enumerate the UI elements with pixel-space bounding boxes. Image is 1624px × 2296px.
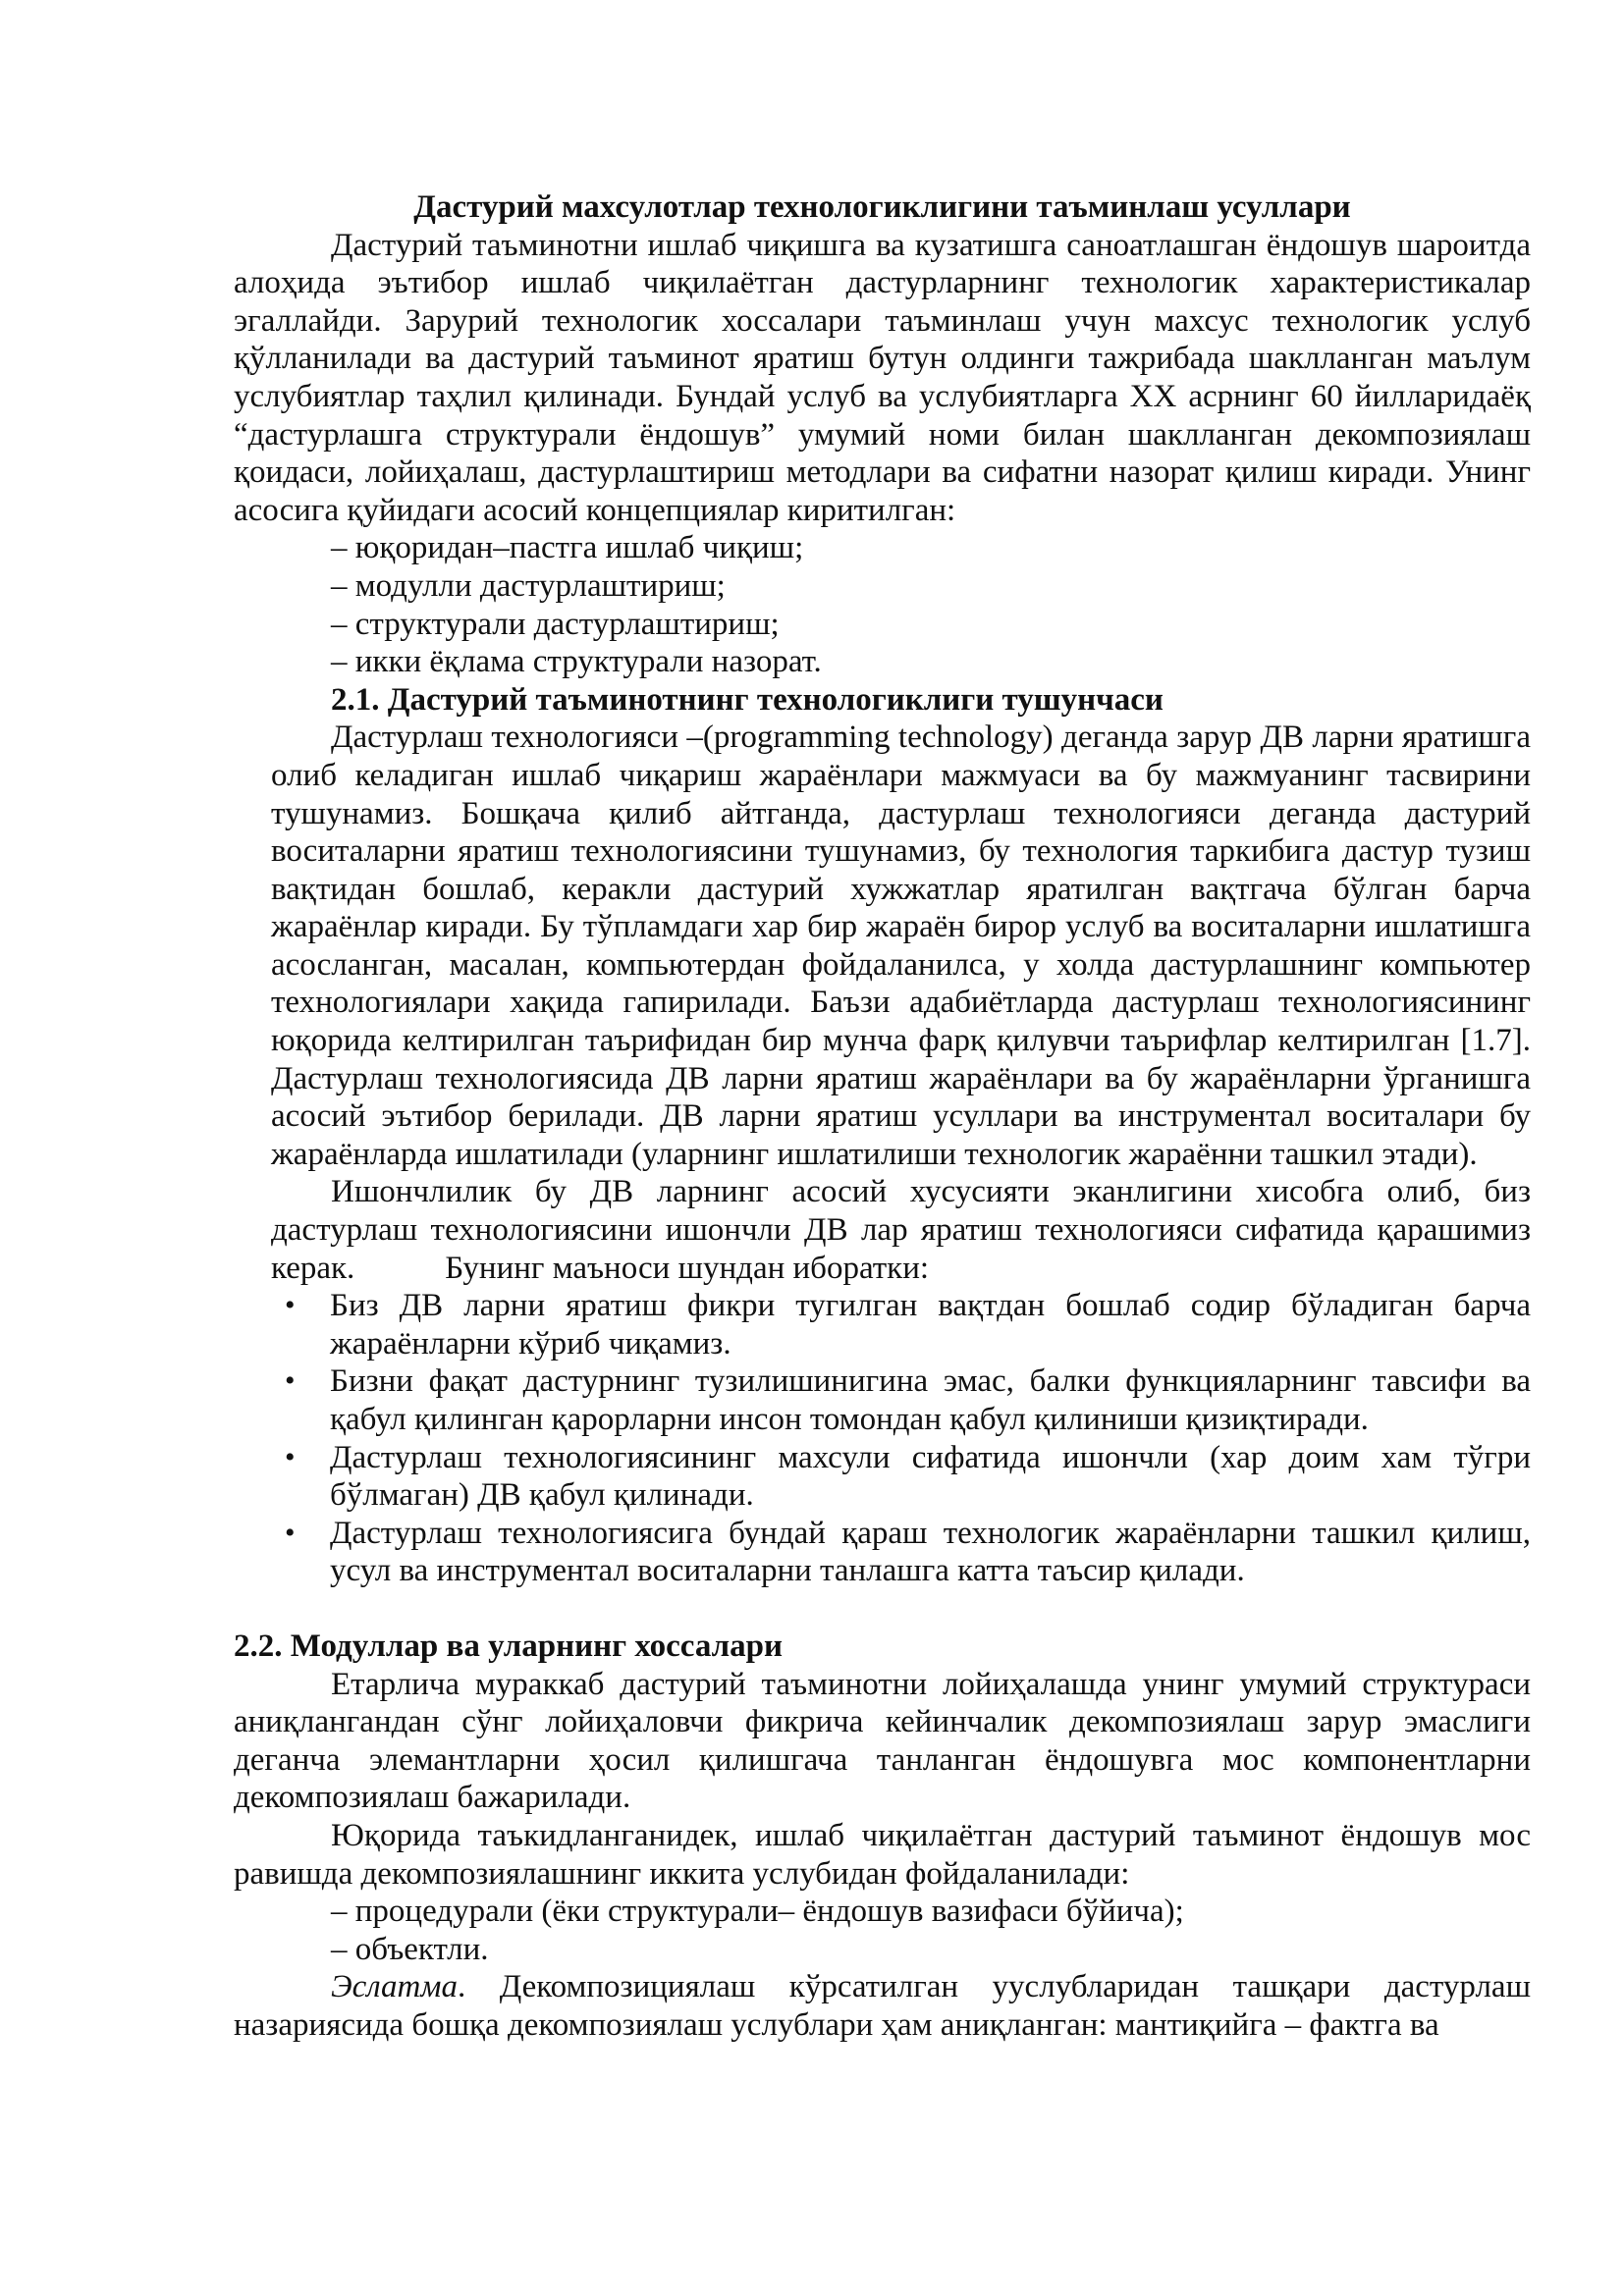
intro-paragraph: Дастурий таъминотни ишлаб чиқишга ва кузатишга саноатлашган ёндошув шароитда алоҳида эътибор ишлаб чиқилаётган дастурларнинг технологик характеристикалар эгаллайди. Зарурий технологик хоссалари таъминлаш учун махсус технологик услуб қўлланилади ва дастурий таъминот яратиш бутун олдинги тажрибада шаклланган маълум услубиятлар таҳлил қилинади. Бундай услуб ва услубиятларга ХХ асрнинг 60 йилларидаёқ “дастурлашга структурали ёндошув” умумий номи билан шаклланган декомпозиялаш қоидаси, лойиҳалаш, дастурлаштириш методлари ва сифатни назорат қилиш киради. Унинг асосига қуйидаги асосий концепциялар киритилган: (234, 227, 1531, 528)
meaning-text: Бунинг маъноси шундан иборатки: (445, 1250, 930, 1286)
note-text: . Декомпозициялаш кўрсатилган ууслубларидан ташқари дастурлаш назариясида бошқа декомпозиялаш услублари ҳам аниқланган: мантиқийга – фактга ва (234, 1969, 1531, 2043)
bullet-text: Биз ДВ ларни яратиш фикри тугилган вақтдан бошлаб содир бўладиган барча жараёнларни кўриб чиқамиз. (330, 1288, 1531, 1362)
bullet-icon: • (285, 1440, 296, 1473)
note-label: Эслатма (331, 1969, 458, 2005)
reliability-text: Ишончлилик бу ДВ ларнинг асосий хусусияти эканлигини хисобга олиб, биз дастурлаш технологиясини ишончли ДВ лар яратиш технологияси сифатида қарашимиз керак. (271, 1174, 1531, 1286)
bullet-item (234, 1362, 1531, 1438)
reliability-paragraph (271, 1173, 1531, 1287)
decomposition-paragraph: Юқорида таъкидланганидек, ишлаб чиқилаётган дастурий таъминот ёндошув мос равишда декомпозиялашнинг иккита услубидан фойдаланилади: (234, 1817, 1531, 1892)
bullet-text: Дастурлаш технологиясига бундай қараш технологик жараёнларни ташкил қилиш, усул ва инструментал воситаларни танлашга катта таъсир қилади. (330, 1515, 1531, 1589)
concept-item: – юқоридан–пастга ишлаб чиқиш; (331, 530, 804, 566)
section-2-2-paragraph: Етарлича мураккаб дастурий таъминотни лойиҳалашда унинг умумий структураси аниқлангандан сўнг лойиҳаловчи фикрича кейинчалик декомпозиялаш зарур эмаслиги деганча элемантларни ҳосил қилишгача танланган ёндошувга мос компонентларни декомпозиялаш бажарилади. (234, 1666, 1531, 1816)
bullet-item (234, 1515, 1531, 1590)
section-2-1-body (271, 719, 1531, 1287)
bullet-text: Бизни фақат дастурнинг тузилишинигина эмас, балки функцияларнинг тавсифи ва қабул қилинган қарорларни инсон томондан қабул қилиниши қизиқтиради. (330, 1363, 1531, 1437)
document-page (234, 188, 1531, 2045)
note-paragraph (234, 1968, 1531, 2044)
bullet-list (234, 1287, 1531, 1590)
concepts-list (234, 529, 1531, 680)
bullet-icon: • (285, 1289, 296, 1322)
method-item: – процедурали (ёки структурали– ёндошув вазифаси бўйича); (331, 1894, 1184, 1930)
section-2-1-paragraph: Дастурлаш технологияси –(programming technology) деганда зарур ДВ ларни яратишга олиб келадиган ишлаб чиқариш жараёнлари мажмуаси ва бу мажмуанинг тасвирини тушунамиз. Бошқача қилиб айтганда, дастурлаш технологияси деганда дастурий воситаларни яратиш технологиясини тушунамиз, бу технология таркибига дастур тузиш вақтидан бошлаб, керакли дастурий хужжатлар яратилган вақтгача бўлган барча жараёнлар киради. Бу тўпламдаги хар бир жараён бирор услуб ва воситаларни ишлатишга асосланган, масалан, компьютердан фойдаланилса, у холда дастурлашнинг компьютер технологиялари хақида гапирилади. Баъзи адабиётларда дастурлаш технологиясининг юқорида келтирилган таърифидан бир мунча фарқ қилувчи таърифлар келтирилган [1.7]. Дастурлаш технологиясида ДВ ларни яратиш жараёнлари ва бу жараёнларни ўрганишга асосий эътибор берилади. ДВ ларни яратиш усуллари ва инструментал воситалари бу жараёнларда ишлатилади (уларнинг ишлатилиши технологик жараённи ташкил этади). (271, 720, 1531, 1172)
section-2-2-heading: 2.2. Модуллар ва уларнинг хоссалари (234, 1628, 784, 1664)
section-2-1-heading: 2.1. Дастурий таъминотнинг технологиклиги тушунчаси (331, 681, 1164, 718)
document-title: Дастурий махсулотлар технологиклигини таъминлаш усуллари (413, 189, 1351, 225)
concept-item: – модулли дастурлаштириш; (331, 567, 726, 604)
bullet-item (234, 1439, 1531, 1515)
concept-item: – структурали дастурлаштириш; (331, 606, 780, 642)
bullet-icon: • (285, 1516, 296, 1549)
methods-list (234, 1893, 1531, 1968)
bullet-item (234, 1287, 1531, 1362)
bullet-icon: • (285, 1364, 296, 1398)
concept-item: – икки ёқлама структурали назорат. (331, 644, 822, 680)
method-item: – объектли. (331, 1931, 489, 1967)
bullet-text: Дастурлаш технологиясининг махсули сифатида ишончли (хар доим хам тўгри бўлмаган) ДВ қабул қилинади. (330, 1439, 1531, 1514)
